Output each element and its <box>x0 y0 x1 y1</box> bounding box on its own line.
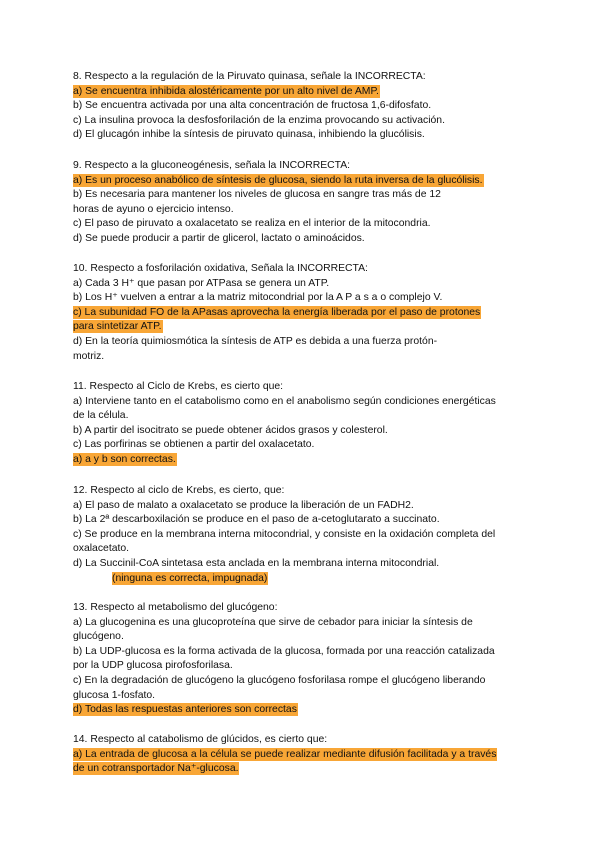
highlighted-answer-text: d) Todas las respuestas anteriores son correctas <box>73 704 297 716</box>
option-line <box>73 320 533 335</box>
option-line <box>73 748 533 763</box>
answer-text: b) Es necesaria para mantener los niveles de glucosa en sangre tras más de 12 <box>73 189 441 201</box>
option-line <box>73 513 533 528</box>
option-line <box>73 542 533 557</box>
option-line <box>73 689 533 704</box>
question-12 <box>73 484 533 586</box>
answer-text: de la célula. <box>73 410 129 422</box>
question-stem: 8. Respecto a la regulación de la Piruvato quinasa, señale la INCORRECTA: <box>73 71 426 82</box>
question-stem: 14. Respecto al catabolismo de glúcidos, es cierto que: <box>73 734 328 745</box>
answer-text: a) La glucogenina es una glucoproteína que sirve de cebador para iniciar la síntesis de <box>73 616 473 628</box>
option-line <box>73 291 533 306</box>
option-line <box>73 645 533 660</box>
option-line <box>73 128 533 143</box>
option-line <box>73 630 533 645</box>
answer-text: b) Los H⁺ vuelven a entrar a la matriz mitocondrial por la A P a s a o complejo V. <box>73 292 443 304</box>
option-line <box>73 395 533 410</box>
option-line <box>73 424 533 439</box>
answer-text: por la UDP glucosa pirofosforilasa. <box>73 660 233 672</box>
question-stem: 10. Respecto a fosforilación oxidativa, Señala la INCORRECTA: <box>73 263 368 274</box>
option-line <box>73 85 533 100</box>
answer-text: d) En la teoría quimiosmótica la síntesis de ATP es debida a una fuerza protón- <box>73 335 438 347</box>
highlighted-answer-text: a) La entrada de glucosa a la célula se puede realizar mediante difusión facilitada y a través <box>73 748 497 760</box>
highlighted-answer-text: para sintetizar ATP. <box>73 321 162 333</box>
answer-text: b) La UDP-glucosa es la forma activada de la glucosa, formada por una reacción catalizada <box>73 645 495 657</box>
highlighted-answer-text: c) La subunidad FO de la APasas aprovecha la energía liberada por el paso de protones <box>73 306 481 318</box>
option-line <box>73 217 533 232</box>
option-line <box>73 453 533 468</box>
answer-text: c) Se produce en la membrana interna mitocondrial, y consiste en la oxidación completa del <box>73 528 496 540</box>
answer-text: motriz. <box>73 350 105 362</box>
option-line <box>73 438 533 453</box>
answer-text: a) El paso de malato a oxalacetato se produce la liberación de un FADH2. <box>73 499 414 511</box>
answer-text: a) Cada 3 H⁺ que pasan por ATPasa se genera un ATP. <box>73 277 330 289</box>
highlighted-answer-text: a) Es un proceso anabólico de síntesis de glucosa, siendo la ruta inversa de la glucólisis. <box>73 174 483 186</box>
option-line <box>73 674 533 689</box>
question-11 <box>73 380 533 468</box>
annulled-note <box>73 572 533 587</box>
option-line <box>73 557 533 572</box>
answer-text: horas de ayuno o ejercicio intenso. <box>73 203 234 215</box>
question-8 <box>73 70 533 143</box>
answer-text: oxalacetato. <box>73 543 130 555</box>
option-line <box>73 114 533 129</box>
highlighted-note-text: (ninguna es correcta, impugnada) <box>112 572 268 584</box>
option-line <box>73 659 533 674</box>
option-line <box>73 99 533 114</box>
answer-text: b) La 2ª descarboxilación se produce en el paso de a-cetoglutarato a succinato. <box>73 514 440 526</box>
highlighted-answer-text: de un cotransportador Na⁺-glucosa. <box>73 763 239 775</box>
question-stem: 12. Respecto al ciclo de Krebs, es cierto, que: <box>73 485 285 496</box>
answer-text: glucógeno. <box>73 631 124 643</box>
option-line <box>73 616 533 631</box>
answer-text: d) Se puede producir a partir de glicerol, lactato o aminoácidos. <box>73 232 365 244</box>
answer-text: c) El paso de piruvato a oxalacetato se realiza en el interior de la mitocondria. <box>73 218 431 230</box>
question-stem: 11. Respecto al Ciclo de Krebs, es cierto que: <box>73 381 284 392</box>
option-line <box>73 350 533 365</box>
option-line <box>73 762 533 777</box>
option-line <box>73 335 533 350</box>
question-13 <box>73 601 533 718</box>
answer-text: c) Las porfirinas se obtienen a partir del oxalacetato. <box>73 439 315 451</box>
option-line <box>73 499 533 514</box>
option-line <box>73 277 533 292</box>
answer-text: glucosa 1-fosfato. <box>73 689 156 701</box>
option-line <box>73 203 533 218</box>
highlighted-answer-text: a) Se encuentra inhibida alostéricamente por un alto nivel de AMP. <box>73 85 379 97</box>
option-line <box>73 703 533 718</box>
option-line <box>73 188 533 203</box>
question-10 <box>73 262 533 364</box>
question-stem: 13. Respecto al metabolismo del glucógeno: <box>73 602 278 613</box>
option-line <box>73 306 533 321</box>
highlighted-answer-text: a) a y b son correctas. <box>73 453 176 465</box>
question-14 <box>73 733 533 777</box>
answer-text: d) La Succinil-CoA sintetasa esta anclada en la membrana interna mitocondrial. <box>73 557 440 569</box>
answer-text: a) Interviene tanto en el catabolismo como en el anabolismo según condiciones energéticas <box>73 395 496 407</box>
answer-text: b) A partir del isocitrato se puede obtener ácidos grasos y colesterol. <box>73 424 388 436</box>
question-9 <box>73 159 533 247</box>
answer-text: d) El glucagón inhibe la síntesis de piruvato quinasa, inhibiendo la glucólisis. <box>73 129 425 141</box>
answer-text: c) La insulina provoca la desfosforilación de la enzima provocando su activación. <box>73 114 445 126</box>
option-line <box>73 174 533 189</box>
question-stem: 9. Respecto a la gluconeogénesis, señala la INCORRECTA: <box>73 160 351 171</box>
option-line <box>73 528 533 543</box>
answer-text: b) Se encuentra activada por una alta concentración de fructosa 1,6-difosfato. <box>73 100 432 112</box>
answer-text: c) En la degradación de glucógeno la glucógeno fosforilasa rompe el glucógeno liberando <box>73 674 486 686</box>
option-line <box>73 409 533 424</box>
option-line <box>73 232 533 247</box>
